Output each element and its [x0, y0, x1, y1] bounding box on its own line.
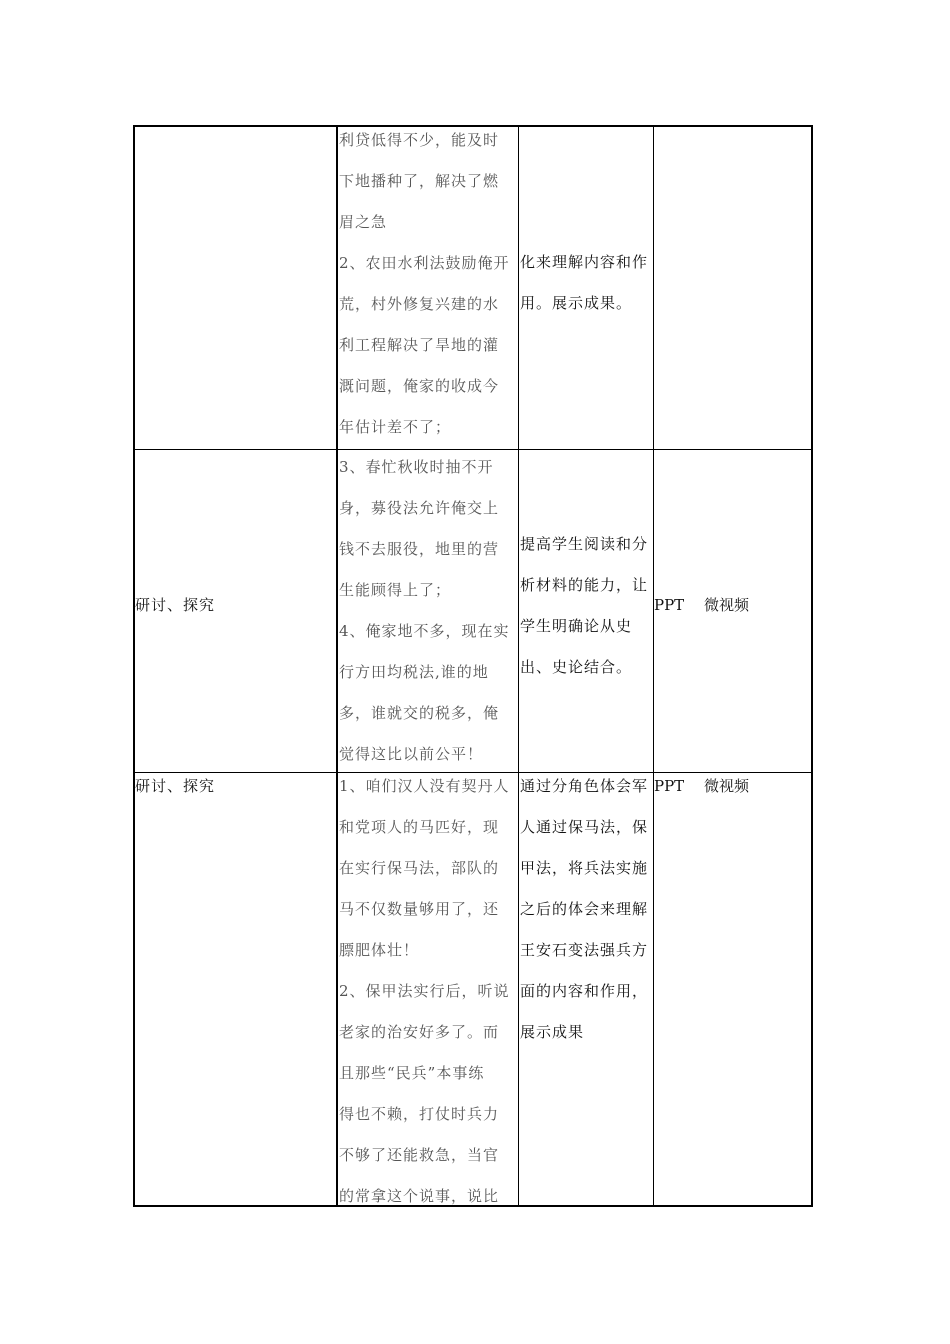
- intent-line: 化来理解内容和作: [520, 253, 649, 271]
- content-line: 眉之急: [339, 213, 388, 231]
- stage-label: 研讨、探究: [135, 777, 216, 795]
- content-line: 身，募役法允许俺交上: [339, 499, 500, 517]
- content-line: 1、咱们汉人没有契丹人: [339, 777, 510, 795]
- content-line: 且那些“民兵”本事练: [339, 1064, 485, 1082]
- intent-cell: [519, 773, 654, 1207]
- content-line: 利贷低得不少，能及时: [339, 131, 500, 149]
- intent-line: 析材料的能力，让: [520, 576, 649, 594]
- intent-line: 用。展示成果。: [520, 294, 633, 312]
- content-line: 老家的治安好多了。而: [339, 1023, 500, 1041]
- content-line: 溉问题，俺家的收成今: [339, 377, 500, 395]
- intent-line: 出、史论结合。: [520, 658, 633, 676]
- content-line: 2、农田水利法鼓励俺开: [339, 254, 510, 272]
- resource-video: 微视频: [704, 777, 750, 795]
- content-line: 得也不赖，打仗时兵力: [339, 1105, 500, 1123]
- content-line: 的常拿这个说事，说比: [339, 1187, 500, 1205]
- resource-cell: [654, 773, 811, 1207]
- intent-cell: [519, 450, 654, 772]
- content-cell: [338, 127, 519, 449]
- content-line: 不够了还能救急，当官: [339, 1146, 500, 1164]
- content-line: 在实行保马法，部队的: [339, 859, 500, 877]
- content-line: 3、春忙秋收时抽不开: [339, 458, 494, 476]
- content-line: 觉得这比以前公平！: [339, 745, 484, 763]
- stage-cell: [135, 450, 338, 772]
- table-row: [135, 773, 811, 1207]
- intent-line: 甲法，将兵法实施: [520, 859, 649, 877]
- content-line: 钱不去服役，地里的营: [339, 540, 500, 558]
- content-line: 荒，村外修复兴建的水: [339, 295, 500, 313]
- intent-line: 人通过保马法，保: [520, 818, 649, 836]
- resource-ppt: PPT: [654, 596, 685, 614]
- intent-line: 通过分角色体会军: [520, 777, 649, 795]
- stage-cell: [135, 773, 338, 1207]
- intent-line: 之后的体会来理解: [520, 900, 649, 918]
- resource-video: 微视频: [704, 596, 750, 614]
- content-line: 马不仅数量够用了，还: [339, 900, 500, 918]
- content-cell: [338, 450, 519, 772]
- intent-line: 面的内容和作用，: [520, 982, 649, 1000]
- content-line: 行方田均税法,谁的地: [339, 663, 489, 681]
- content-line: 年估计差不了；: [339, 418, 452, 436]
- resource-cell: [654, 127, 811, 449]
- intent-line: 提高学生阅读和分: [520, 535, 649, 553]
- resource-ppt: PPT: [654, 777, 685, 795]
- resource-cell: [654, 450, 811, 772]
- content-line: 利工程解决了旱地的灌: [339, 336, 500, 354]
- intent-cell: [519, 127, 654, 449]
- intent-line: 王安石变法强兵方: [520, 941, 649, 959]
- lesson-plan-table: [133, 125, 813, 1207]
- stage-label: 研讨、探究: [135, 596, 216, 614]
- table-row: [135, 450, 811, 773]
- stage-cell: [135, 127, 338, 449]
- content-line: 下地播种了，解决了燃: [339, 172, 500, 190]
- content-cell: [338, 773, 519, 1207]
- intent-line: 展示成果: [520, 1023, 585, 1041]
- content-line: 和党项人的马匹好，现: [339, 818, 500, 836]
- content-line: 多，谁就交的税多，俺: [339, 704, 500, 722]
- intent-line: 学生明确论从史: [520, 617, 633, 635]
- content-line: 4、俺家地不多，现在实: [339, 622, 510, 640]
- content-line: 生能顾得上了；: [339, 581, 452, 599]
- content-line: 膘肥体壮！: [339, 941, 420, 959]
- content-line: 2、保甲法实行后，听说: [339, 982, 510, 1000]
- table-row: [135, 127, 811, 450]
